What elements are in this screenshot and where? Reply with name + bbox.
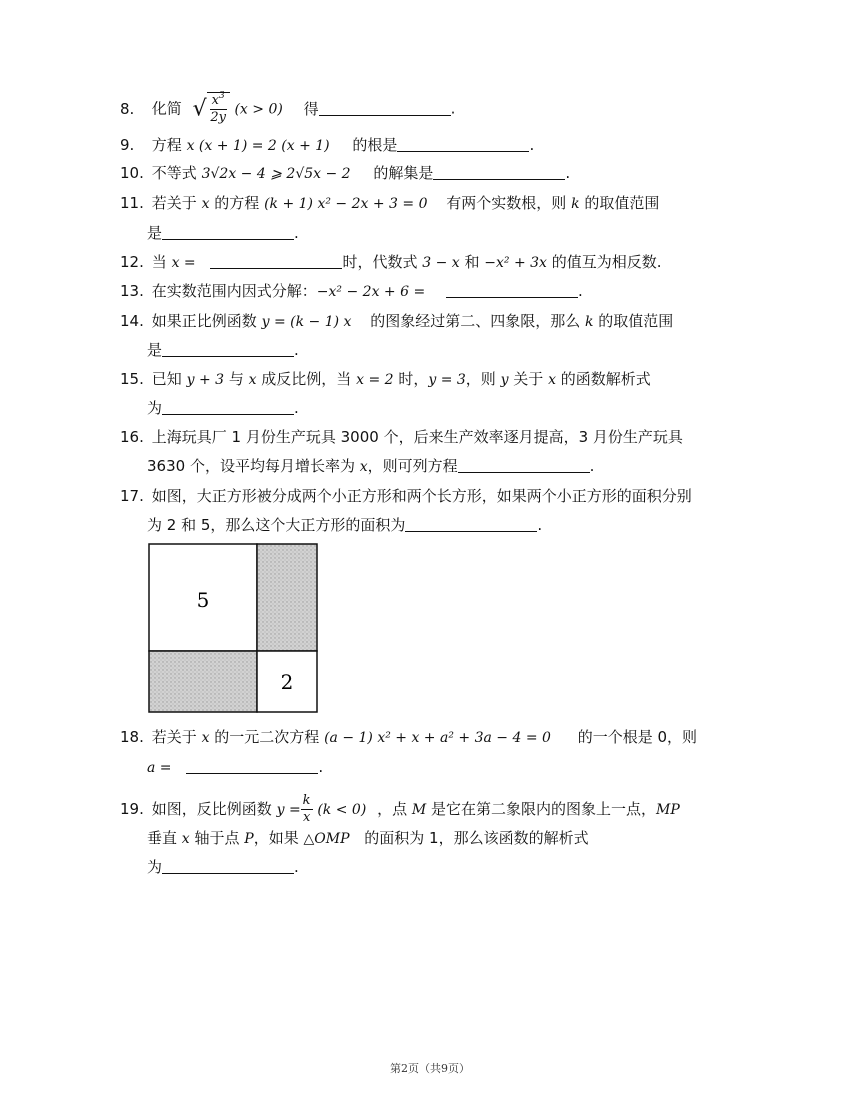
- question-14-line2: 是 .: [147, 341, 299, 359]
- question-19-line3: 为 .: [147, 858, 299, 876]
- question-15-line2: 为 .: [147, 399, 299, 417]
- question-9: 9. 方程 x (x + 1) = 2 (x + 1) 的根是 .: [120, 136, 535, 154]
- label-5: 5: [196, 588, 210, 612]
- answer-blank-10[interactable]: [433, 164, 565, 180]
- question-12: 12. 当 x = 时，代数式 3 − x 和 −x² + 3x 的值互为相反数.: [120, 253, 662, 271]
- question-8: 8. 化简 √ $\frac{x^3}{2y}$ (x > 0) 得 .: [120, 91, 456, 125]
- question-16-line2: 3630 个，设平均每月增长率为 x，则可列方程 .: [147, 457, 595, 475]
- answer-blank-9[interactable]: [397, 136, 529, 152]
- answer-blank-12[interactable]: [210, 253, 342, 269]
- shaded-rect-top-right: [257, 544, 317, 651]
- answer-blank-14[interactable]: [162, 341, 294, 357]
- page-footer: 第2页（共9页）: [390, 1062, 470, 1075]
- shaded-rect-bottom-left: [149, 651, 257, 712]
- answer-blank-18[interactable]: [186, 758, 318, 774]
- answer-blank-13[interactable]: [446, 282, 578, 298]
- label-2: 2: [280, 670, 294, 694]
- fraction-k-over-x: $\frac{k}{x}$: [302, 793, 311, 825]
- question-19-line2: 垂直 x 轴于点 P，如果 △OMP 的面积为 1，那么该函数的解析式: [147, 829, 589, 847]
- question-17-line2: 为 2 和 5，那么这个大正方形的面积为 .: [147, 516, 543, 534]
- question-11-line2: 是 .: [147, 224, 299, 242]
- answer-blank-19[interactable]: [162, 858, 294, 874]
- question-10: 10. 不等式 3√2x − 4 ⩾ 2√5x − 2 的解集是 .: [120, 164, 571, 182]
- answer-blank-8[interactable]: [319, 100, 451, 116]
- question-19: 19. 如图，反比例函数 y = $\frac{k}{x}$ (k < 0) ，点 M 是它在第二象限内的图象上一点，MP: [120, 793, 680, 825]
- square-figure: [146, 541, 320, 715]
- answer-blank-17[interactable]: [405, 516, 537, 532]
- question-13: 13. 在实数范围内因式分解：−x² − 2x + 6 = .: [120, 282, 583, 300]
- answer-blank-16[interactable]: [458, 457, 590, 473]
- answer-blank-11[interactable]: [162, 224, 294, 240]
- answer-blank-15[interactable]: [162, 399, 294, 415]
- question-16: 16. 上海玩具厂 1 月份生产玩具 3000 个，后来生产效率逐月提高，3 月份生产玩具: [120, 428, 683, 446]
- question-14: 14. 如果正比例函数 y = (k − 1) x 的图象经过第二、四象限，那么 k 的取值范围: [120, 312, 674, 330]
- question-15: 15. 已知 y + 3 与 x 成反比例，当 x = 2 时，y = 3，则 y 关于 x 的函数解析式: [120, 370, 651, 388]
- question-17: 17. 如图，大正方形被分成两个小正方形和两个长方形，如果两个小正方形的面积分别: [120, 487, 692, 505]
- question-11: 11. 若关于 x 的方程 (k + 1) x² − 2x + 3 = 0 有两个实数根，则 k 的取值范围: [120, 194, 660, 212]
- sqrt-expression: √ $\frac{x^3}{2y}$: [193, 92, 230, 126]
- question-18-line2: a = .: [147, 758, 324, 776]
- question-18: 18. 若关于 x 的一元二次方程 (a − 1) x² + x + a² + 3a − 4 = 0 的一个根是 0，则: [120, 728, 697, 746]
